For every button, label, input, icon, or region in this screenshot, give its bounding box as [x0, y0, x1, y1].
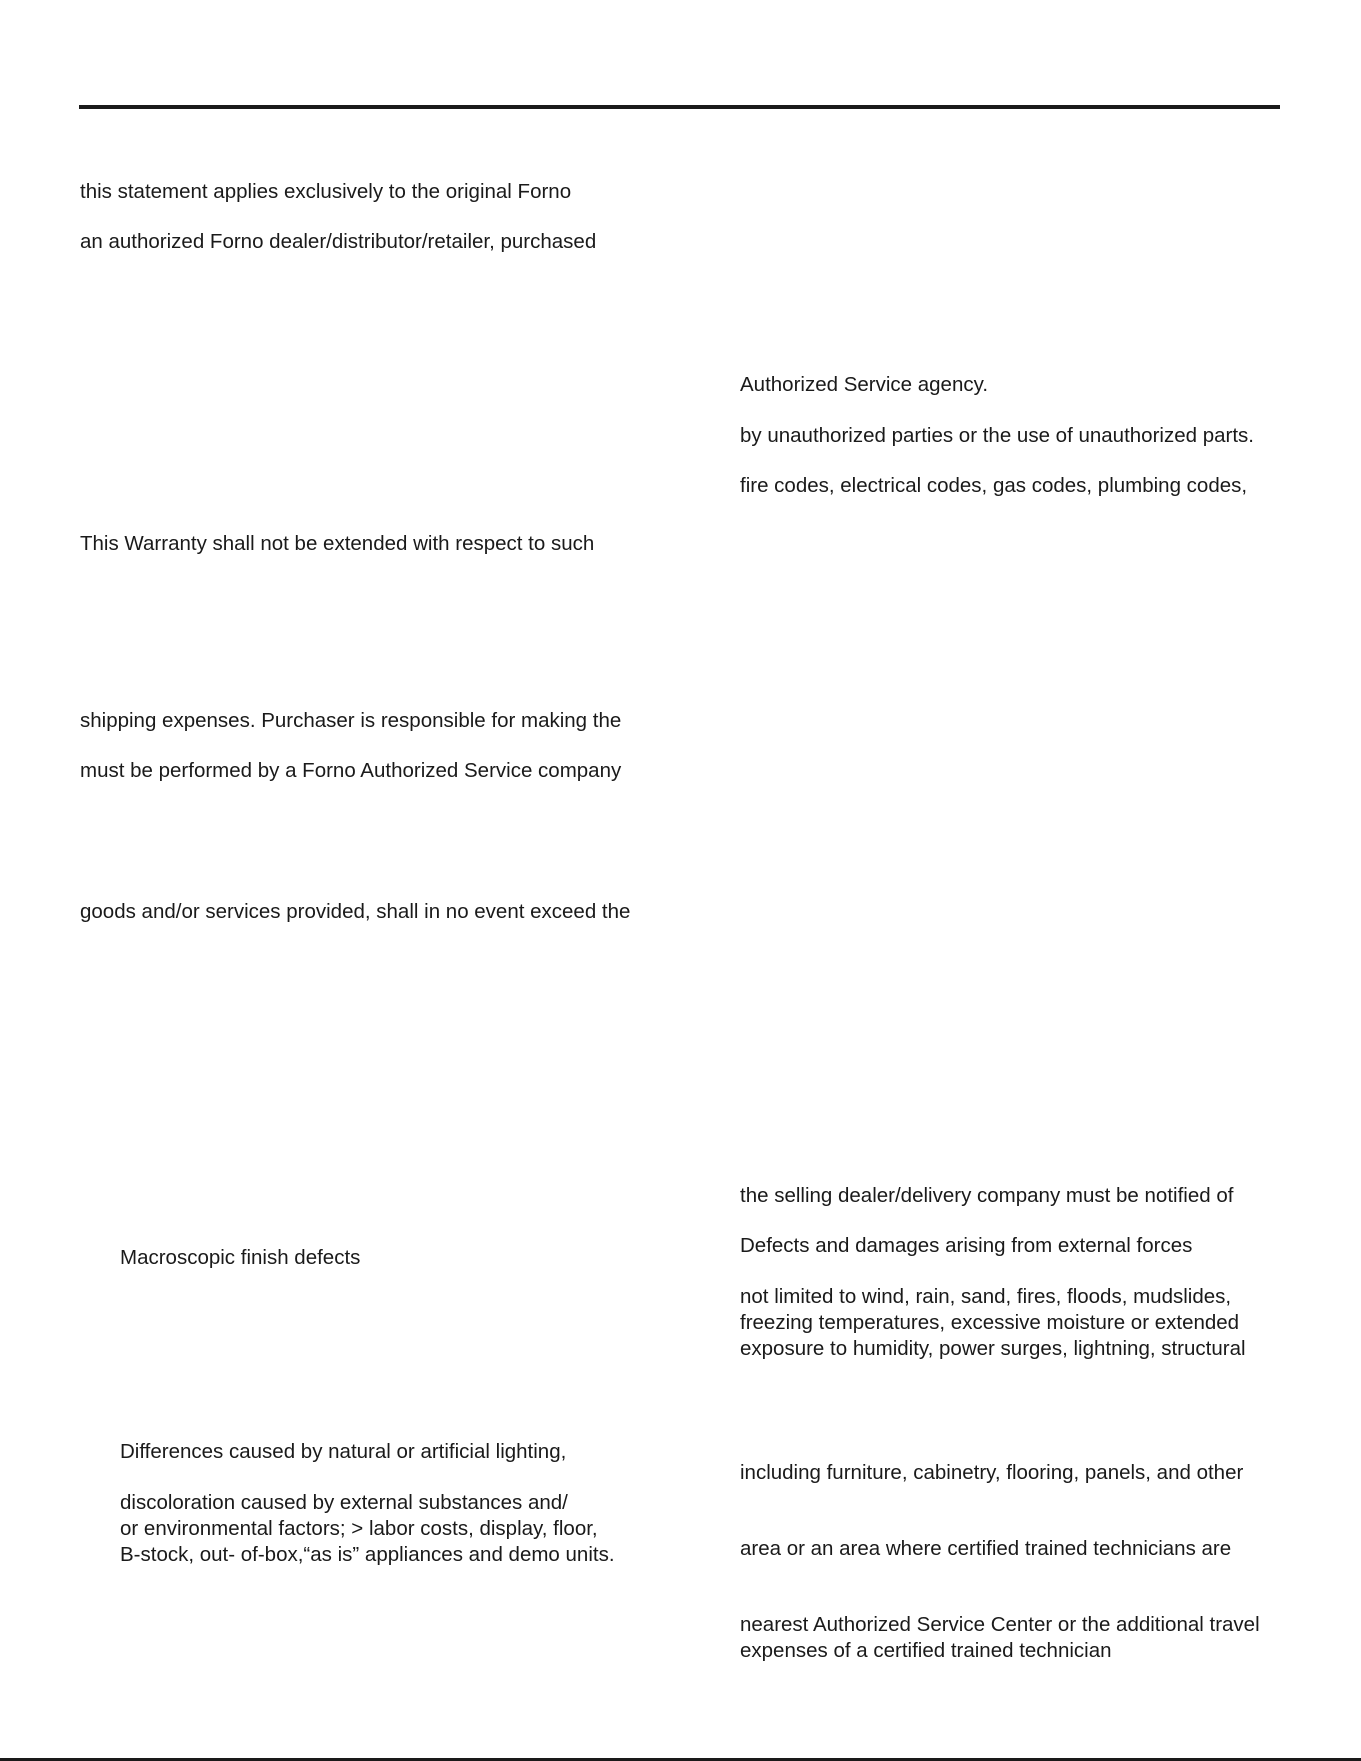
right-line-unauthorized-parties: by unauthorized parties or the use of unauthorized parts. — [740, 424, 1254, 447]
left-line-warranty-not-extended: This Warranty shall not be extended with respect to such — [80, 532, 595, 555]
discoloration-line-2: or environmental factors; > labor costs, display, floor, — [120, 1517, 598, 1540]
external-forces-list — [740, 1284, 1246, 1362]
right-line-external-forces: Defects and damages arising from external forces — [740, 1234, 1193, 1257]
exclusion-lighting-differences: Differences caused by natural or artificial lighting, — [120, 1440, 567, 1463]
left-line-authorized-service-company: must be performed by a Forno Authorized Service company — [80, 759, 622, 782]
travel-line-2: expenses of a certified trained technician — [740, 1639, 1112, 1662]
right-line-furniture: including furniture, cabinetry, flooring, panels, and other — [740, 1461, 1244, 1484]
header-rule — [79, 105, 1280, 109]
right-line-selling-dealer: the selling dealer/delivery company must be notified of — [740, 1184, 1234, 1207]
external-forces-line-2: freezing temperatures, excessive moisture or extended — [740, 1311, 1240, 1334]
left-line-goods-services: goods and/or services provided, shall in no event exceed the — [80, 900, 631, 923]
discoloration-line-1: discoloration caused by external substances and/ — [120, 1491, 568, 1514]
right-line-technicians: area or an area where certified trained technicians are — [740, 1537, 1232, 1560]
external-forces-line-1: not limited to wind, rain, sand, fires, floods, mudslides, — [740, 1285, 1232, 1308]
discoloration-line-3: B-stock, out- of-box,“as is” appliances and demo units. — [120, 1543, 615, 1566]
external-forces-line-3: exposure to humidity, power surges, lightning, structural — [740, 1337, 1246, 1360]
travel-expenses-block — [740, 1612, 1260, 1664]
exclusion-discoloration — [120, 1490, 615, 1568]
right-line-fire-codes: fire codes, electrical codes, gas codes, plumbing codes, — [740, 474, 1248, 497]
exclusion-macroscopic-finish: Macroscopic finish defects — [120, 1246, 361, 1269]
left-line-shipping-expenses: shipping expenses. Purchaser is responsible for making the — [80, 709, 622, 732]
travel-line-1: nearest Authorized Service Center or the additional travel — [740, 1613, 1260, 1636]
left-line-authorized-dealer: an authorized Forno dealer/distributor/retailer, purchased — [80, 230, 597, 253]
left-line-original-forno: this statement applies exclusively to the original Forno — [80, 180, 572, 203]
right-line-authorized-service-agency: Authorized Service agency. — [740, 373, 989, 396]
